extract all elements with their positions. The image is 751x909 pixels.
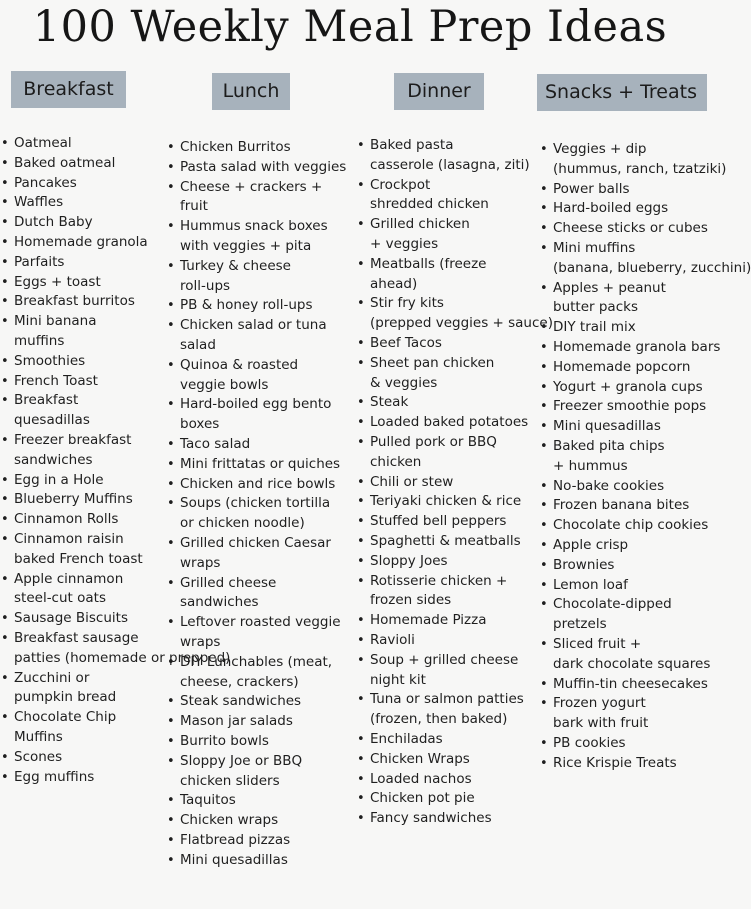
list-item: • Baked oatmeal [1, 154, 161, 174]
list-item: • Homemade Pizza [357, 611, 535, 631]
list-item: • Cheese + crackers + fruit [167, 178, 352, 218]
list-item: • Homemade granola [1, 233, 161, 253]
list-item: • Steak [357, 393, 535, 413]
list-item: • Sheet pan chicken & veggies [357, 354, 535, 394]
list-item: • Rice Krispie Treats [540, 754, 705, 774]
list-item: • Veggies + dip (hummus, ranch, tzatziki) [540, 140, 705, 180]
list-item: • Chili or stew [357, 473, 535, 493]
list-item: • Loaded nachos [357, 770, 535, 790]
list-item: • Chicken Wraps [357, 750, 535, 770]
list-item: • Power balls [540, 180, 705, 200]
list-item: • Frozen banana bites [540, 496, 705, 516]
list-item: • Burrito bowls [167, 732, 352, 752]
list-item: • Hard-boiled eggs [540, 199, 705, 219]
list-item: • Chicken and rice bowls [167, 475, 352, 495]
list-item: • Baked pasta casserole (lasagna, ziti) [357, 136, 535, 176]
list-item: • Teriyaki chicken & rice [357, 492, 535, 512]
list-item: • Chicken Burritos [167, 138, 352, 158]
list-item: • Chicken pot pie [357, 789, 535, 809]
list-item: • Mini frittatas or quiches [167, 455, 352, 475]
list-item: • Stir fry kits (prepped veggies + sauce) [357, 294, 535, 334]
list-item: • Mini muffins (banana, blueberry, zucchini) [540, 239, 705, 279]
list-item: • Homemade popcorn [540, 358, 705, 378]
list-item: • Soup + grilled cheese night kit [357, 651, 535, 691]
lunch-header: Lunch [212, 73, 290, 110]
list-item: • Muffin-tin cheesecakes [540, 675, 705, 695]
list-item: • Apple cinnamon steel-cut oats [1, 570, 161, 610]
list-item: • Leftover roasted veggie wraps [167, 613, 352, 653]
list-item: • Cheese sticks or cubes [540, 219, 705, 239]
list-item: • Chocolate Chip Muffins [1, 708, 161, 748]
list-item: • Lemon loaf [540, 576, 705, 596]
list-item: • Egg muffins [1, 768, 161, 788]
list-item: • Turkey & cheese roll-ups [167, 257, 352, 297]
snacks-treats-header: Snacks + Treats [537, 74, 707, 111]
list-item: • Chicken salad or tuna salad [167, 316, 352, 356]
list-item: • Mason jar salads [167, 712, 352, 732]
list-item: • Chocolate-dipped pretzels [540, 595, 705, 635]
list-item: • PB cookies [540, 734, 705, 754]
list-item: • Scones [1, 748, 161, 768]
list-item: • No-bake cookies [540, 477, 705, 497]
list-item: • Sloppy Joe or BBQ chicken sliders [167, 752, 352, 792]
list-item: • French Toast [1, 372, 161, 392]
list-item: • Freezer smoothie pops [540, 397, 705, 417]
list-item: • Sliced fruit + dark chocolate squares [540, 635, 705, 675]
list-item: • Blueberry Muffins [1, 490, 161, 510]
list-item: • Grilled chicken + veggies [357, 215, 535, 255]
list-item: • Rotisserie chicken + frozen sides [357, 572, 535, 612]
list-item: • Spaghetti & meatballs [357, 532, 535, 552]
list-item: • Fancy sandwiches [357, 809, 535, 829]
list-item: • Tuna or salmon patties (frozen, then baked) [357, 690, 535, 730]
list-item: • Cinnamon raisin baked French toast [1, 530, 161, 570]
list-item: • Grilled chicken Caesar wraps [167, 534, 352, 574]
dinner-list [357, 136, 553, 829]
page-title: 100 Weekly Meal Prep Ideas [32, 2, 668, 52]
list-item: • Eggs + toast [1, 273, 161, 293]
list-item: • Beef Tacos [357, 334, 535, 354]
list-item: • Mini quesadillas [167, 851, 352, 871]
list-item: • Pulled pork or BBQ chicken [357, 433, 535, 473]
list-item: • Frozen yogurt bark with fruit [540, 694, 705, 734]
list-item: • Cinnamon Rolls [1, 510, 161, 530]
list-item: • Ravioli [357, 631, 535, 651]
list-item: • Apple crisp [540, 536, 705, 556]
list-item: • PB & honey roll-ups [167, 296, 352, 316]
list-item: • Zucchini or pumpkin bread [1, 669, 161, 709]
list-item: • Steak sandwiches [167, 692, 352, 712]
list-item: • Oatmeal [1, 134, 161, 154]
list-item: • Mini banana muffins [1, 312, 161, 352]
list-item: • Smoothies [1, 352, 161, 372]
list-item: • DIY trail mix [540, 318, 705, 338]
list-item: • Hard-boiled egg bento boxes [167, 395, 352, 435]
breakfast-header: Breakfast [11, 71, 126, 108]
list-item: • Homemade granola bars [540, 338, 705, 358]
list-item: • Egg in a Hole [1, 471, 161, 491]
list-item: • DIY Lunchables (meat, cheese, crackers) [167, 653, 352, 693]
list-item: • Loaded baked potatoes [357, 413, 535, 433]
list-item: • Baked pita chips + hummus [540, 437, 705, 477]
list-item: • Breakfast burritos [1, 292, 161, 312]
list-item: • Soups (chicken tortilla or chicken noodle) [167, 494, 352, 534]
list-item: • Breakfast sausage patties (homemade or prepped) [1, 629, 161, 669]
list-item: • Taco salad [167, 435, 352, 455]
list-item: • Taquitos [167, 791, 352, 811]
list-item: • Freezer breakfast sandwiches [1, 431, 161, 471]
list-item: • Dutch Baby [1, 213, 161, 233]
list-item: • Brownies [540, 556, 705, 576]
list-item: • Waffles [1, 193, 161, 213]
list-item: • Quinoa & roasted veggie bowls [167, 356, 352, 396]
list-item: • Apples + peanut butter packs [540, 279, 705, 319]
list-item: • Stuffed bell peppers [357, 512, 535, 532]
list-item: • Hummus snack boxes with veggies + pita [167, 217, 352, 257]
list-item: • Sausage Biscuits [1, 609, 161, 629]
lunch-list [167, 138, 352, 870]
list-item: • Meatballs (freeze ahead) [357, 255, 535, 295]
list-item: • Pasta salad with veggies [167, 158, 352, 178]
list-item: • Enchiladas [357, 730, 535, 750]
list-item: • Crockpot shredded chicken [357, 176, 535, 216]
list-item: • Chocolate chip cookies [540, 516, 705, 536]
list-item: • Parfaits [1, 253, 161, 273]
list-item: • Grilled cheese sandwiches [167, 574, 352, 614]
dinner-header: Dinner [394, 73, 484, 110]
list-item: • Mini quesadillas [540, 417, 705, 437]
list-item: • Pancakes [1, 174, 161, 194]
list-item: • Flatbread pizzas [167, 831, 352, 851]
snacks-treats-list [540, 140, 751, 774]
list-item: • Breakfast quesadillas [1, 391, 161, 431]
list-item: • Chicken wraps [167, 811, 352, 831]
list-item: • Yogurt + granola cups [540, 378, 705, 398]
list-item: • Sloppy Joes [357, 552, 535, 572]
